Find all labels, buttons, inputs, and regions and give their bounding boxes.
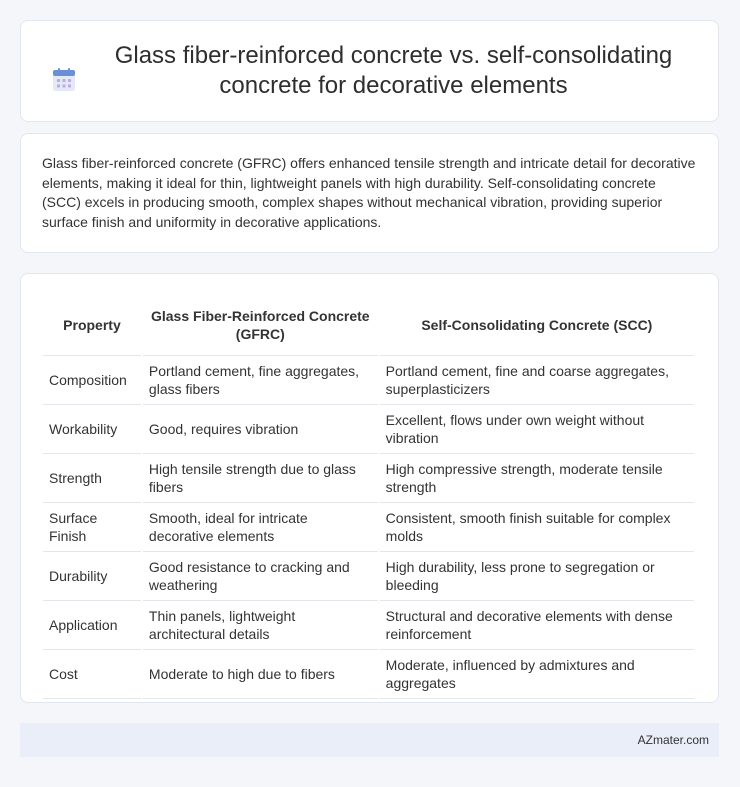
- page-title: Glass fiber-reinforced concrete vs. self-consolidating concrete for decorative elements: [114, 42, 673, 99]
- footer-bar: [20, 723, 719, 757]
- scc-cell: Structural and decorative elements with dense reinforcement: [380, 601, 694, 650]
- gfrc-cell: Good, requires vibration: [143, 405, 378, 454]
- gfrc-cell: Good resistance to cracking and weathering: [143, 552, 378, 601]
- comparison-card: [20, 273, 719, 703]
- scc-cell: High compressive strength, moderate tensile strength: [380, 454, 694, 503]
- gfrc-cell: Portland cement, fine aggregates, glass fibers: [143, 356, 378, 405]
- comparison-table: [41, 294, 696, 699]
- table-row: [43, 552, 694, 601]
- property-cell: Surface Finish: [43, 503, 141, 552]
- property-cell: Application: [43, 601, 141, 650]
- title-card: [20, 20, 719, 122]
- calendar-icon: [51, 67, 77, 93]
- title-wrap: [51, 41, 688, 101]
- gfrc-cell: Moderate to high due to fibers: [143, 650, 378, 699]
- table-row: [43, 503, 694, 552]
- table-row: [43, 454, 694, 503]
- footer-site-link[interactable]: AZmater.com: [637, 733, 709, 747]
- property-cell: Workability: [43, 405, 141, 454]
- scc-cell: High durability, less prone to segregation or bleeding: [380, 552, 694, 601]
- header-gfrc: Glass Fiber-Reinforced Concrete (GFRC): [143, 294, 378, 356]
- intro-card: [20, 133, 719, 253]
- table-row: [43, 405, 694, 454]
- table-header-row: [43, 294, 694, 356]
- scc-cell: Moderate, influenced by admixtures and aggregates: [380, 650, 694, 699]
- property-cell: Composition: [43, 356, 141, 405]
- intro-paragraph: Glass fiber-reinforced concrete (GFRC) offers enhanced tensile strength and intricate detail for decorative elements, making it ideal for thin, lightweight panels with high durability. Self-consolidating concrete (SCC) excels in producing smooth, complex shapes without mechanical vibration, providing superior surface finish and uniformity in decorative applications.: [42, 155, 696, 230]
- gfrc-cell: High tensile strength due to glass fibers: [143, 454, 378, 503]
- scc-cell: Consistent, smooth finish suitable for complex molds: [380, 503, 694, 552]
- table-row: [43, 650, 694, 699]
- table-row: [43, 601, 694, 650]
- scc-cell: Excellent, flows under own weight without vibration: [380, 405, 694, 454]
- property-cell: Durability: [43, 552, 141, 601]
- property-cell: Strength: [43, 454, 141, 503]
- gfrc-cell: Smooth, ideal for intricate decorative elements: [143, 503, 378, 552]
- header-scc: Self-Consolidating Concrete (SCC): [380, 294, 694, 356]
- header-property: Property: [43, 294, 141, 356]
- scc-cell: Portland cement, fine and coarse aggregates, superplasticizers: [380, 356, 694, 405]
- table-row: [43, 356, 694, 405]
- gfrc-cell: Thin panels, lightweight architectural details: [143, 601, 378, 650]
- property-cell: Cost: [43, 650, 141, 699]
